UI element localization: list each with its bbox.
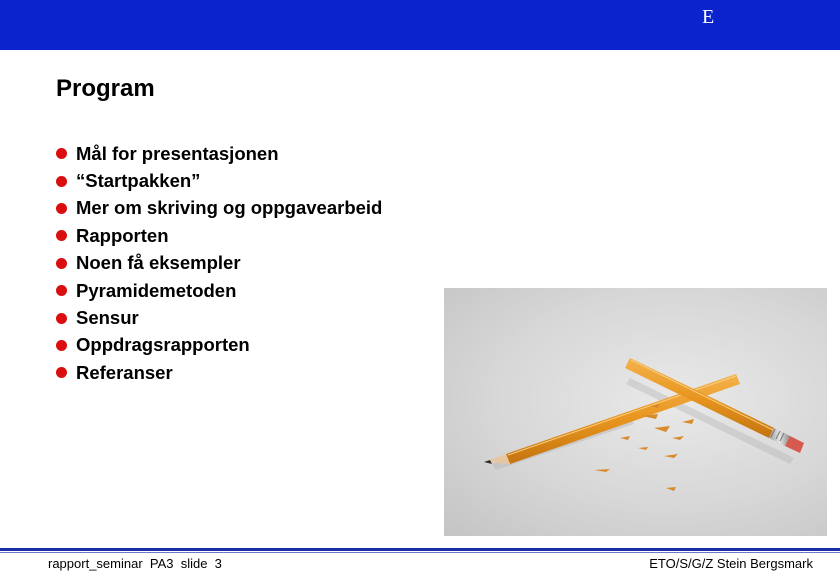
agenda-item xyxy=(56,332,382,359)
bullet-icon xyxy=(56,367,67,378)
header-bar xyxy=(0,0,840,50)
footer-rule-thin xyxy=(0,552,840,553)
footer-rule xyxy=(0,548,840,551)
bullet-icon xyxy=(56,230,67,241)
bullet-icon xyxy=(56,203,67,214)
agenda-item-label: Mer om skriving og oppgavearbeid xyxy=(76,197,383,219)
agenda-item xyxy=(56,195,382,222)
agenda-item-label: Sensur xyxy=(76,307,139,329)
bullet-icon xyxy=(56,313,67,324)
agenda-item xyxy=(56,304,382,331)
agenda-item xyxy=(56,250,382,277)
broken-pencil-illustration xyxy=(444,288,827,536)
header-letter: E xyxy=(702,6,715,28)
agenda-item-label: Oppdragsrapporten xyxy=(76,334,250,356)
footer-author: ETO/S/G/Z Stein Bergsmark xyxy=(649,556,813,571)
bullet-icon xyxy=(56,148,67,159)
agenda-item xyxy=(56,222,382,249)
agenda-item xyxy=(56,277,382,304)
broken-pencil-photo xyxy=(444,288,827,536)
agenda-item-label: Rapporten xyxy=(76,224,169,246)
agenda-item xyxy=(56,359,382,386)
bullet-icon xyxy=(56,176,67,187)
agenda-item-label: Noen få eksempler xyxy=(76,252,241,274)
footer-slide-info: rapport_seminar PA3 slide 3 xyxy=(48,556,222,571)
agenda-item xyxy=(56,167,382,194)
bullet-icon xyxy=(56,258,67,269)
bullet-icon xyxy=(56,285,67,296)
agenda-item-label: “Startpakken” xyxy=(76,170,201,192)
agenda-item-label: Pyramidemetoden xyxy=(76,279,237,301)
slide-title: Program xyxy=(56,75,155,102)
bullet-icon xyxy=(56,340,67,351)
agenda-item-label: Mål for presentasjonen xyxy=(76,142,279,164)
agenda-item-label: Referanser xyxy=(76,361,173,383)
agenda-list xyxy=(56,140,382,387)
agenda-item xyxy=(56,140,382,167)
